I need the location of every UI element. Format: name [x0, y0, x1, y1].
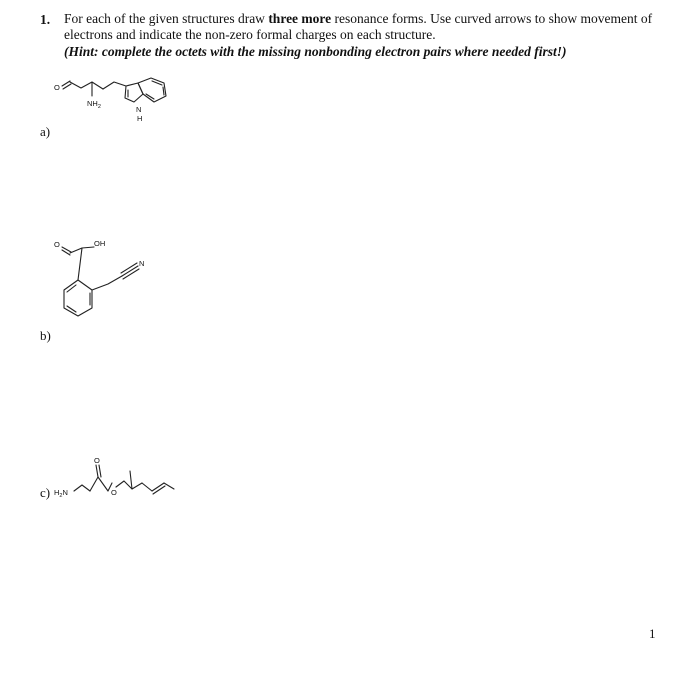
atom-o-ester: O [111, 488, 117, 497]
atom-o: O [54, 240, 60, 249]
hint-open-paren: ( [64, 44, 69, 59]
question-text-after: resonance forms. Use curved arrows to show movement of electrons and indicate the non-zero formal charges on each structure. [64, 11, 653, 42]
structure-c [52, 455, 192, 515]
hint-text: Hint: complete the octets with the missing nonbonding electron pairs where needed first! [68, 44, 563, 59]
part-a-label: a) [40, 124, 51, 139]
atom-o: O [54, 83, 60, 92]
atom-h: H [137, 114, 143, 123]
question-text-before: For each of the given structures draw [64, 11, 269, 26]
structure-a [48, 68, 208, 143]
question-text [64, 11, 654, 43]
atom-n: N [139, 259, 145, 268]
page-number: 1 [649, 626, 656, 641]
hint-close-paren: ) [562, 44, 567, 59]
atom-o-carbonyl: O [94, 456, 100, 465]
part-b-label: b) [40, 328, 51, 343]
structure-b [50, 234, 160, 329]
atom-h2n: $H_2N$ [54, 488, 68, 499]
atom-n: N [136, 105, 142, 114]
question-number: 1. [40, 12, 51, 27]
atom-nh2: $NH_2$ [87, 99, 101, 110]
atom-oh: OH [94, 239, 106, 248]
question-text-bold: three more [268, 11, 332, 26]
question-hint [64, 44, 664, 60]
part-c-label: c) [40, 485, 51, 500]
